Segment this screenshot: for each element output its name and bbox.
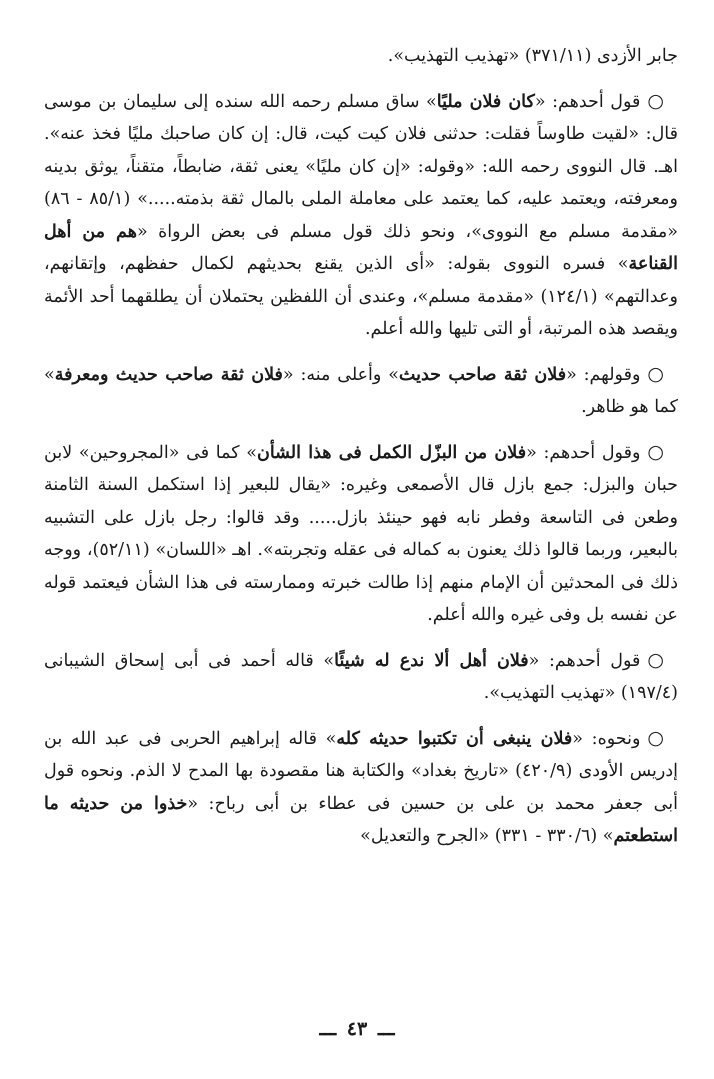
text-run: » فسره النووى بقوله: «أى الذين يقنع بحديثهم لكمال حفظهم، وإتقانهم، وعدالتهم» (١٢٤/١) «مقدمة مسلم»، وعندى أن اللفظين يحتملان أن يطلقهما أحد الأئمة ويقصد هذه المرتبة، أو التى تليها والله أعلم. [44,254,678,339]
text-run: قول أحدهم: « [528,650,641,671]
bold-term: كان فلان مليًا [436,91,535,112]
text-run: وقول أحدهم: « [526,442,641,463]
text-run: » قاله أحمد فى أبى إسحاق الشيبانى (١٩٧/٤) «تهذيب التهذيب». [44,650,678,703]
bold-term: فلان من البزّل الكمل فى هذا الشأن [257,442,527,463]
page-number: ٤٣ [346,1018,368,1040]
circle-bullet-icon: ○ [647,440,665,463]
text-run: » (٣٣٠/٦ - ٣٣١) «الجرح والتعديل» [360,826,614,846]
paragraph [44,644,678,710]
text-run: وقولهم: « [566,364,641,385]
paragraph [44,722,678,853]
paragraph [44,40,678,73]
footer-dash-right: ـــ [377,1018,395,1040]
paragraph [44,358,678,424]
paragraph-list [44,40,678,853]
text-run: » كما هو ظاهر. [44,364,678,417]
page-footer [0,1018,714,1040]
text-run: » قاله إبراهيم الحربى فى عبد الله بن إدريس الأودى (٤٢٠/٩) «تاريخ بغداد» والكتابة هنا مقصودة بها المدح لا الذم. ونحوه قول أبى جعفر محمد بن على بن حسين فى عطاء بن أبى رباح: « [44,728,678,814]
bold-term: فلان أهل ألا ندع له شيئًا [334,650,529,671]
paragraph [44,436,678,632]
circle-bullet-icon: ○ [647,726,665,749]
circle-bullet-icon: ○ [647,89,664,112]
footer-dash-left: ـــ [319,1018,337,1040]
text-run: » ساق مسلم رحمه الله سنده إلى سليمان بن موسى قال: «لقيت طاوساً فقلت: حدثنى فلان كيت كيت، قال: إن كان صاحبك مليًا فخذ عنه». اهـ. قال النووى رحمه الله: «وقوله: «إن كان مليًا» يعنى ثقة، ضابطاً، متقناً، يوثق بدينه ومعرفته، ويعتمد عليه، كما يعتمد على معاملة الملى بالمال ثقة بذمته.....» (٨٥/١ - ٨٦) «مقدمة مسلم مع النووى»، ونحو ذلك قول مسلم فى بعض الرواة « [44,91,678,242]
bold-term: فلان ثقة صاحب حديث [398,364,567,385]
bold-term: فلان ينبغى أن تكتبوا حديثه كله [336,728,573,749]
bold-term: خذوا من حديثه ما استطعتم [44,793,678,846]
text-run: ونحوه: « [572,728,641,749]
text-run: قول أحدهم: « [534,91,641,112]
text-run: » وأعلى منه: « [282,364,399,385]
document-page [44,40,678,1040]
text-run: جابر الأزدى (٣٧١/١١) «تهذيب التهذيب». [387,46,678,66]
paragraph [44,85,678,346]
text-run: » كما فى «المجروحين» لابن حبان والبزل: جمع بازل قال الأصمعى وغيره: «يقال للبعير إذا استكمل السنة الثامنة وطعن فى التاسعة وفطر نابه فهو حينئذ بازل..... وقد قالوا: رجل بازل على التشبيه بالبعير، وربما قالوا ذلك يعنون به كماله فى عقله وتجربته». اهـ «اللسان» (٥٢/١١)، ووجه ذلك فى المحدثين أن الإمام منهم إذا طالت خبرته وممارسته فى هذا الشأن فيعتمد قوله عن نفسه بل وفى غيره والله أعلم. [44,442,678,625]
circle-bullet-icon: ○ [647,362,665,385]
bold-term: فلان ثقة صاحب حديث ومعرفة [54,364,283,385]
bold-term: هم من أهل القناعة [44,221,678,274]
circle-bullet-icon: ○ [647,648,665,671]
